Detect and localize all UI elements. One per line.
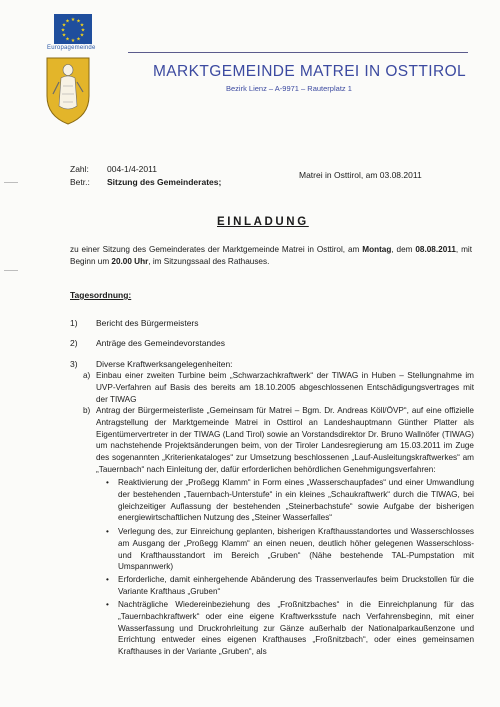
subitem-label: a): [83, 371, 91, 380]
bullet-icon: •: [106, 478, 109, 487]
bullet-icon: •: [106, 575, 109, 584]
bullet-item: [106, 574, 474, 598]
svg-text:★: ★: [70, 17, 76, 23]
intro-text: , im Sitzungssaal des Rathauses.: [148, 256, 270, 266]
agenda-item-number: 3): [70, 359, 78, 369]
intro-text: , mit Beginn um: [70, 245, 472, 266]
letterhead-rule: [128, 52, 468, 53]
agenda-item-text: Bericht des Bürgermeisters: [96, 318, 199, 328]
bullet-text: Reaktivierung der „Proßegg Klamm“ in Form eines „Wasserschaupfades“ und einer Umwandlung der bestehenden „Tauernbach-Unterstufe“ in ein kleines „Schaukraftwerk“ durch die TIWAG, bei gleichzeitiger Auflassung der bestehenden „Steinerbachstufe“ sowie Aufgabe der bisherigen energiewirtschaftlichen Nutzung des „Steiner Wasserfalles“: [118, 478, 474, 523]
document-title: EINLADUNG: [217, 216, 309, 228]
agenda-subitem: [83, 370, 474, 405]
agenda-subitem: [83, 405, 474, 476]
subject: Sitzung des Gemeinderates;: [107, 177, 222, 187]
svg-text:★: ★: [79, 22, 85, 29]
eu-flag-icon: [54, 14, 92, 44]
subitem-label: b): [83, 406, 91, 415]
reference-number: 004-1/4-2011: [107, 164, 157, 174]
place-and-date: Matrei in Osttirol, am 03.08.2011: [299, 170, 422, 180]
svg-text:★: ★: [76, 18, 81, 25]
svg-text:★: ★: [60, 27, 66, 34]
svg-text:★: ★: [70, 38, 76, 44]
invitation-text: [70, 244, 472, 268]
bullet-item: [106, 477, 474, 524]
svg-text:★: ★: [61, 22, 67, 29]
agenda-heading: Tagesordnung:: [70, 290, 132, 300]
eu-label: Europagemeinde: [47, 45, 96, 51]
svg-text:★: ★: [80, 27, 86, 34]
intro-text: zu einer Sitzung des Gemeinderates der Marktgemeinde Matrei in Osttirol, am: [70, 245, 363, 254]
organization-address: Bezirk Lienz – A-9971 – Rauterplatz 1: [226, 84, 352, 93]
meeting-time: 20.00 Uhr: [111, 256, 149, 266]
organization-name: MARKTGEMEINDE MATREI IN OSTTIROL: [153, 63, 467, 80]
subitem-text: Einbau einer zweiten Turbine beim „Schwarzachkraftwerk“ der TIWAG in Huben – Stellungnahme im UVP-Verfahren auf Basis des bereits am 18.10.2005 abgeschlossenen Entschädigungsvertrages mit der TIWAG: [96, 371, 474, 404]
svg-text:★: ★: [61, 32, 67, 39]
bullet-text: Verlegung des, zur Einreichung geplanten, bisherigen Krafthausstandortes und Wasserschlosses am Ausgang der „Proßegg Klamm“ an einen neuen, deutlich höher gelegenen Wasserschloss- und Krafthausstandort im Bereich „Gruben“ (Nähe bestehende TAL-Pumpstation mit Umspannwerk): [118, 527, 474, 572]
agenda-item-number: 1): [70, 318, 78, 328]
agenda-item-text: Diverse Kraftwerksangelegenheiten:: [96, 359, 233, 369]
coat-of-arms-icon: [44, 56, 92, 126]
subitem-text: Antrag der Bürgermeisterliste „Gemeinsam für Matrei – Bgm. Dr. Andreas Köll/ÖVP“, auf eine offizielle Antragstellung der Marktgemeinde Matrei in Osttirol an Landeshauptmann Günther Platter als Eigentümervertreter in der TIWAG (Land Tirol) sowie an Vorstandsdirektor Dr. Bruno Wallnöfer (TIWAG) um nachstehende Projektsänderungen beim, von der Tiroler Landesregierung am 15.03.2011 im Zuge des sogenannten „Kriterienkataloges“ zur Umsetzung beschlossenen „Lauf-Ausleitungskraftwerkes“ am „Tauernbach“ nach Einleitung der, dafür erforderlichen behördlichen Genehmigungsverfahren:: [96, 406, 474, 474]
svg-text:★: ★: [65, 18, 70, 25]
bullet-icon: •: [106, 600, 109, 609]
margin-mark: [4, 270, 18, 271]
bullet-item: [106, 599, 474, 658]
intro-text: , dem: [391, 245, 416, 254]
margin-mark: [4, 182, 18, 183]
agenda-item-number: 2): [70, 338, 78, 348]
reference-number-label: Zahl:: [70, 164, 89, 174]
agenda-item-text: Anträge des Gemeindevorstandes: [96, 338, 225, 348]
svg-text:★: ★: [76, 36, 81, 43]
bullet-item: [106, 526, 474, 573]
bullet-icon: •: [106, 527, 109, 536]
subject-label: Betr.:: [70, 177, 90, 187]
bullet-text: Erforderliche, damit einhergehende Abänderung des Trassenverlaufes beim Druckstollen für die Variante Krafthaus „Gruben“: [118, 575, 474, 596]
meeting-day: Montag: [362, 245, 392, 254]
bullet-text: Nachträgliche Wiedereinbeziehung des „Froßnitzbaches“ in die Einreichplanung für das „Tauernbachkraftwerk“ oder eine eigene Kraftwerksstufe nach Verfahrensbeginn, mit einer Wasserfassung und Druckrohrleitung zur Gänze außerhalb der Nationalparkaußenzone und Errichtung entweder eines eigenen Krafthauses „Froßnitzbach“, oder eines gemeinsamen Krafthauses in der Variante „Gruben“, als: [118, 600, 474, 657]
svg-text:★: ★: [65, 36, 70, 43]
meeting-date: 08.08.2011: [415, 245, 456, 254]
svg-text:★: ★: [79, 32, 85, 39]
